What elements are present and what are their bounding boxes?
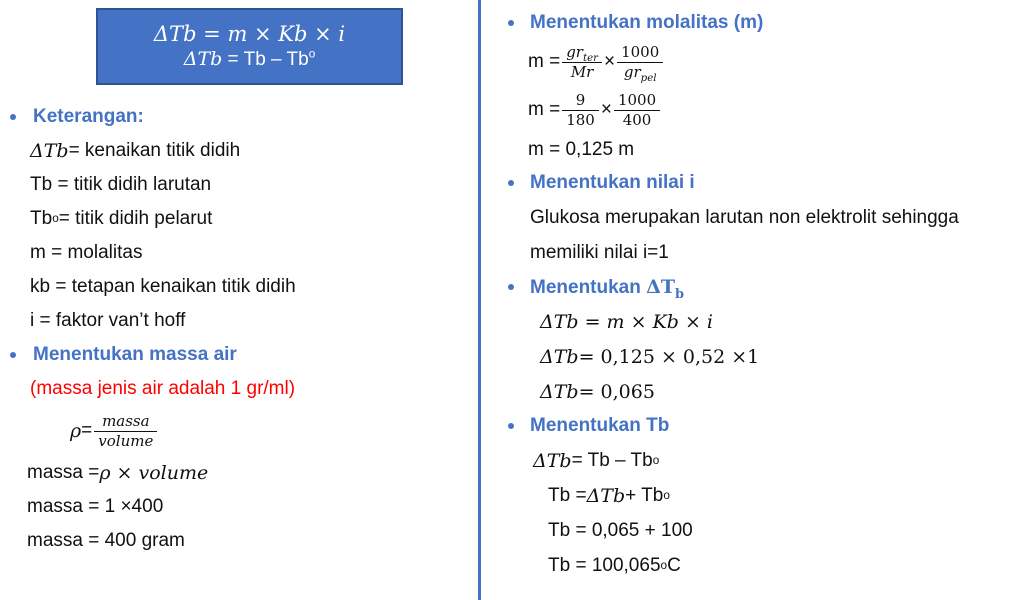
equation-massa-1 (0, 456, 478, 490)
eq-molalitas2-lhs: m = (528, 99, 561, 120)
definition-i (0, 304, 478, 338)
formula-box-line1: ΔTb = m × Kb × i (153, 22, 346, 46)
rho-symbol: ρ (70, 420, 82, 442)
definition-m-text: m = molalitas (30, 242, 143, 263)
bullet-icon (508, 180, 514, 186)
equation-molalitas-result (490, 134, 1024, 166)
grter-sub: ter (582, 52, 598, 64)
bullet-icon (508, 423, 514, 429)
fraction-grpel-denominator (617, 63, 663, 82)
left-content (0, 100, 478, 558)
fraction-9-numerator: 9 (562, 91, 599, 111)
vertical-divider (478, 0, 481, 600)
fraction-400-denominator: 400 (622, 110, 652, 129)
paragraph-glukosa-line1-text: Glukosa merupakan larutan non elektrolit sehingga (530, 206, 959, 228)
formula-box (96, 8, 403, 85)
rho-fraction-denominator: volume (98, 431, 154, 450)
equation-tb-1-rest: = Tb – Tb (571, 449, 653, 471)
equation-dtb-result-sym: ΔTb (540, 380, 579, 403)
equation-massa-2-text: massa = 1 ×400 (27, 496, 164, 517)
definition-tb-text: Tb = titik didih larutan (30, 174, 212, 195)
definition-i-text: i = faktor van’t hoff (30, 310, 186, 331)
heading-tb (490, 409, 1024, 443)
rho-equals: = (81, 420, 93, 441)
fraction-1000-400 (614, 91, 660, 130)
equation-dtb-result (490, 374, 1024, 409)
fraction-1000b-numerator: 1000 (614, 91, 660, 111)
equation-tb-2-rest: + Tb (625, 484, 664, 506)
heading-keterangan-label: Keterangan: (33, 106, 144, 127)
equation-dtb-symbolic (490, 304, 1024, 339)
grter-base: gr (566, 42, 583, 61)
heading-nilai-i (490, 166, 1024, 200)
definition-dtb (0, 134, 478, 168)
equation-dtb-numeric-sym: ΔTb (540, 345, 579, 368)
bullet-icon (10, 114, 16, 120)
equation-molalitas-result-text: m = 0,125 m (528, 139, 635, 160)
equation-dtb-result-rest: = 0,065 (578, 380, 655, 403)
note-massa-jenis-text: (massa jenis air adalah 1 gr/ml) (30, 378, 296, 399)
heading-delta-tb-label (530, 275, 685, 302)
equation-tb-4-unit: C (667, 554, 681, 576)
equation-tb-4: Tb = 100,065 o C (548, 554, 681, 576)
equation-tb-2: Tb = ΔTb + Tb o (548, 484, 670, 507)
equation-massa-1-rhs: ρ × volume (99, 462, 209, 484)
rho-fraction-numerator: massa (94, 412, 157, 432)
definition-tbo-base: Tb (30, 208, 53, 229)
heading-keterangan (0, 100, 478, 134)
heading-delta-tb-main: Menentukan (530, 276, 647, 298)
fraction-180-denominator: 180 (566, 110, 595, 129)
equation-dtb-numeric-rest: = 0,125 × 0,52 ×1 (578, 345, 760, 368)
heading-delta-tb-symbol: ΔT (646, 275, 676, 298)
equation-molalitas-numeric (490, 86, 1024, 134)
bullet-icon (508, 284, 514, 290)
fraction-grter-numerator (562, 43, 602, 63)
equation-tb-3-text: Tb = 0,065 + 100 (548, 519, 693, 541)
equation-dtb-symbolic-text: ΔTb = m × Kb × i (540, 310, 714, 333)
rho-fraction (94, 412, 157, 451)
fraction-grter-denominator: Mr (570, 62, 594, 81)
heading-massa-air (0, 338, 478, 372)
heading-delta-tb-sub: b (675, 286, 685, 302)
equation-massa-2 (0, 490, 478, 524)
formula-box-line2-symbol: ΔTb (183, 48, 223, 70)
equation-rho (0, 406, 478, 456)
definition-kb (0, 270, 478, 304)
definition-dtb-text: = kenaikan titik didih (68, 140, 241, 161)
fraction-1000-grpel (617, 43, 663, 82)
equation-tb-4-main: Tb = 100,065 (548, 554, 661, 576)
fraction-9-180 (562, 91, 599, 130)
fraction-1000-numerator: 1000 (617, 43, 663, 63)
equation-massa-3-text: massa = 400 gram (27, 530, 185, 551)
heading-delta-tb (490, 270, 1024, 304)
definition-tb (0, 168, 478, 202)
paragraph-glukosa-line2-text: memiliki nilai i=1 (530, 241, 669, 263)
equation-tb-1: ΔTb = Tb – Tb o (533, 449, 660, 472)
definition-dtb-symbol: ΔTb (30, 140, 69, 162)
definition-tbo-text: = titik didih pelarut (58, 208, 213, 229)
left-column (0, 0, 478, 558)
eq-molalitas2-times: × (600, 99, 612, 120)
equation-tb-1-sym: ΔTb (533, 449, 572, 472)
heading-molalitas (490, 8, 1024, 38)
formula-box-line2-rest: = Tb – Tb (222, 49, 309, 70)
paragraph-glukosa-line1 (490, 200, 1024, 235)
equation-tb-2-sym: ΔTb (586, 484, 626, 507)
heading-nilai-i-label: Menentukan nilai i (530, 172, 695, 193)
grpel-sub: pel (640, 72, 657, 84)
grpel-base: gr (623, 62, 641, 81)
definition-kb-text: kb = tetapan kenaikan titik didih (30, 276, 296, 297)
equation-massa-1-lhs: massa = (27, 462, 100, 483)
equation-molalitas-symbolic (490, 38, 1024, 86)
equation-tb-2-lhs: Tb = (548, 484, 587, 506)
heading-tb-label: Menentukan Tb (530, 415, 670, 436)
formula-box-line2-sup: o (308, 47, 316, 61)
heading-molalitas-label: Menentukan molalitas (m) (530, 12, 764, 33)
right-column (490, 8, 1024, 583)
bullet-icon (508, 20, 514, 26)
equation-dtb-numeric (490, 339, 1024, 374)
formula-box-line2 (184, 47, 316, 72)
equation-tb-3 (490, 513, 1024, 548)
paragraph-glukosa-line2 (490, 235, 1024, 270)
equation-massa-3 (0, 524, 478, 558)
fraction-grter-mr (562, 43, 602, 82)
note-massa-jenis (0, 372, 478, 406)
eq-molalitas-lhs: m = (528, 51, 561, 72)
definition-tbo: Tb o = titik didih pelarut (30, 208, 213, 229)
definition-m (0, 236, 478, 270)
eq-molalitas-times: × (603, 51, 616, 72)
heading-massa-air-label: Menentukan massa air (33, 344, 237, 365)
bullet-icon (10, 352, 16, 358)
